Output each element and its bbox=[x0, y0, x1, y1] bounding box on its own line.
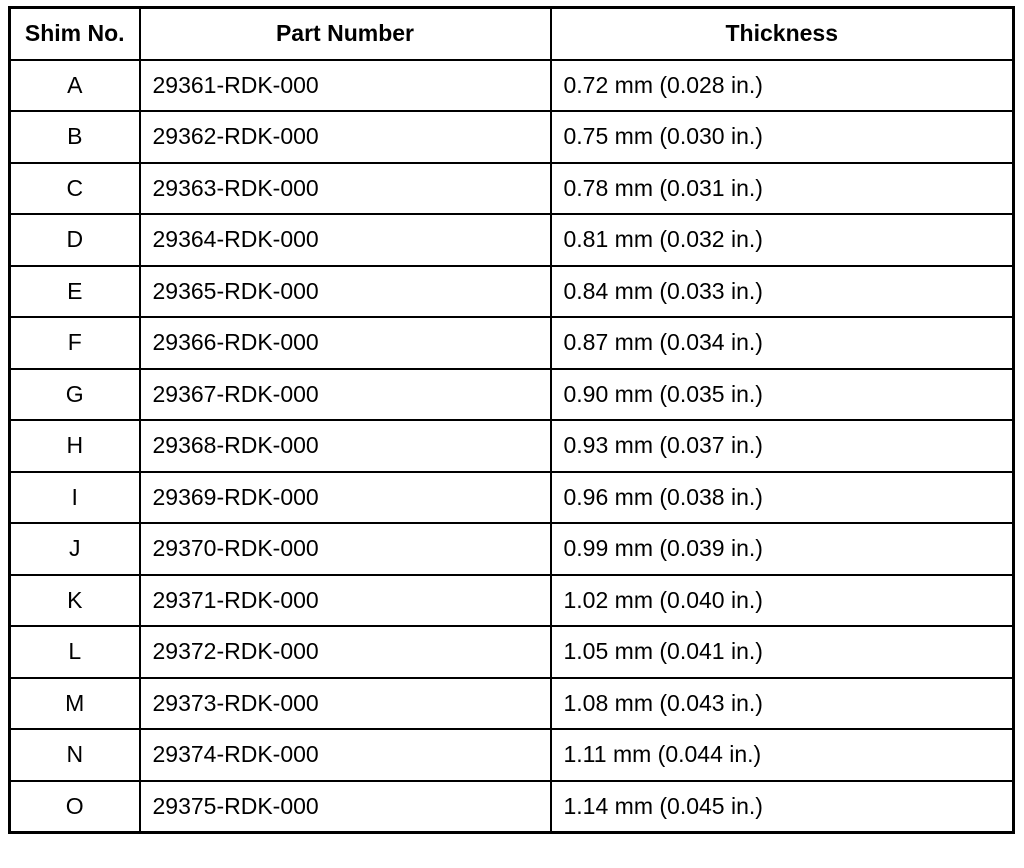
shim-no-cell: J bbox=[10, 523, 140, 575]
table-header bbox=[10, 8, 1014, 60]
table-row bbox=[10, 214, 1014, 266]
shim-table bbox=[8, 6, 1015, 834]
part-number-cell: 29368-RDK-000 bbox=[140, 420, 551, 472]
part-number-cell: 29363-RDK-000 bbox=[140, 163, 551, 215]
part-number-cell: 29364-RDK-000 bbox=[140, 214, 551, 266]
header-row bbox=[10, 8, 1014, 60]
part-number-cell: 29366-RDK-000 bbox=[140, 317, 551, 369]
shim-no-cell: M bbox=[10, 678, 140, 730]
table-row bbox=[10, 60, 1014, 112]
part-number-cell: 29361-RDK-000 bbox=[140, 60, 551, 112]
header-shim-no: Shim No. bbox=[10, 8, 140, 60]
thickness-cell: 0.93 mm (0.037 in.) bbox=[551, 420, 1014, 472]
table-row bbox=[10, 472, 1014, 524]
shim-no-cell: H bbox=[10, 420, 140, 472]
thickness-cell: 1.08 mm (0.043 in.) bbox=[551, 678, 1014, 730]
thickness-cell: 0.96 mm (0.038 in.) bbox=[551, 472, 1014, 524]
thickness-cell: 0.78 mm (0.031 in.) bbox=[551, 163, 1014, 215]
part-number-cell: 29373-RDK-000 bbox=[140, 678, 551, 730]
shim-no-cell: L bbox=[10, 626, 140, 678]
part-number-cell: 29362-RDK-000 bbox=[140, 111, 551, 163]
table-row bbox=[10, 266, 1014, 318]
part-number-cell: 29370-RDK-000 bbox=[140, 523, 551, 575]
thickness-cell: 0.81 mm (0.032 in.) bbox=[551, 214, 1014, 266]
shim-no-cell: G bbox=[10, 369, 140, 421]
shim-no-cell: I bbox=[10, 472, 140, 524]
shim-no-cell: N bbox=[10, 729, 140, 781]
table-row bbox=[10, 729, 1014, 781]
table-row bbox=[10, 317, 1014, 369]
shim-no-cell: C bbox=[10, 163, 140, 215]
shim-no-cell: B bbox=[10, 111, 140, 163]
thickness-cell: 1.05 mm (0.041 in.) bbox=[551, 626, 1014, 678]
part-number-cell: 29369-RDK-000 bbox=[140, 472, 551, 524]
thickness-cell: 0.75 mm (0.030 in.) bbox=[551, 111, 1014, 163]
shim-no-cell: D bbox=[10, 214, 140, 266]
table-row bbox=[10, 420, 1014, 472]
part-number-cell: 29375-RDK-000 bbox=[140, 781, 551, 833]
thickness-cell: 0.72 mm (0.028 in.) bbox=[551, 60, 1014, 112]
table-row bbox=[10, 523, 1014, 575]
part-number-cell: 29374-RDK-000 bbox=[140, 729, 551, 781]
document-page bbox=[8, 6, 1015, 834]
table-body bbox=[10, 60, 1014, 833]
table-row bbox=[10, 678, 1014, 730]
thickness-cell: 0.90 mm (0.035 in.) bbox=[551, 369, 1014, 421]
shim-no-cell: K bbox=[10, 575, 140, 627]
table-row bbox=[10, 575, 1014, 627]
shim-no-cell: O bbox=[10, 781, 140, 833]
header-thickness: Thickness bbox=[551, 8, 1014, 60]
table-row bbox=[10, 369, 1014, 421]
header-part-number: Part Number bbox=[140, 8, 551, 60]
thickness-cell: 0.84 mm (0.033 in.) bbox=[551, 266, 1014, 318]
part-number-cell: 29367-RDK-000 bbox=[140, 369, 551, 421]
part-number-cell: 29372-RDK-000 bbox=[140, 626, 551, 678]
shim-no-cell: A bbox=[10, 60, 140, 112]
thickness-cell: 1.14 mm (0.045 in.) bbox=[551, 781, 1014, 833]
table-row bbox=[10, 163, 1014, 215]
thickness-cell: 1.02 mm (0.040 in.) bbox=[551, 575, 1014, 627]
table-row bbox=[10, 111, 1014, 163]
table-row bbox=[10, 781, 1014, 833]
thickness-cell: 0.99 mm (0.039 in.) bbox=[551, 523, 1014, 575]
part-number-cell: 29371-RDK-000 bbox=[140, 575, 551, 627]
part-number-cell: 29365-RDK-000 bbox=[140, 266, 551, 318]
table-row bbox=[10, 626, 1014, 678]
shim-no-cell: E bbox=[10, 266, 140, 318]
thickness-cell: 0.87 mm (0.034 in.) bbox=[551, 317, 1014, 369]
shim-no-cell: F bbox=[10, 317, 140, 369]
thickness-cell: 1.11 mm (0.044 in.) bbox=[551, 729, 1014, 781]
